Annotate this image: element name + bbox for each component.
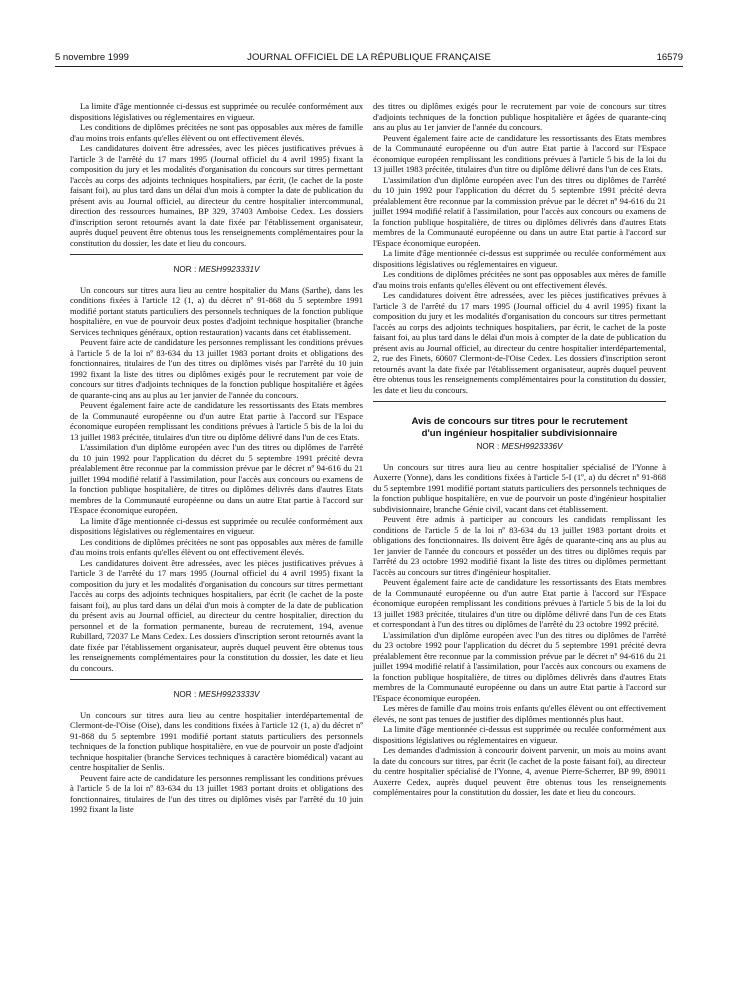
paragraph: L'assimilation d'un diplôme européen avec l'un des titres ou diplômes de l'arrêté du 10 juin 1992 pour l'application du décret du 5 septembre 1991 précité devra préalablement être reconnue par la commission prévue par le décret nº 94-616 du 21 juillet 1994 modifié relatif à l'assimilation, pour l'accès aux concours ou examens de la fonction publique hospitalière, de titres ou diplômes délivrés dans d'autres Etats membres de la Communauté européenne ou dans un autre Etat partie à l'accord sur l'Espace économique européen. [373,174,666,248]
paragraph: La limite d'âge mentionnée ci-dessus est supprimée ou reculée conformément aux dispositions législatives ou réglementaires en vigueur. [70,101,363,122]
paragraph: Peuvent faire acte de candidature les personnes remplissant les conditions prévues à l'article 5 de la loi nº 83-634 du 13 juillet 1983 portant droits et obligations des fonctionnaires, titulaires de l'un des titres ou diplômes visés par l'arrêté du 10 juin 1992 fixant la liste des titres ou diplômes exigés pour le recrutement par voie de concours sur titres d'adjoints techniques de la fonction publique hospitalière et âgées de quarante-cinq ans au plus au 1er janvier de l'année du concours. [70,337,363,400]
separator [70,679,363,680]
paragraph: Peuvent être admis à participer au concours les candidats remplissant les conditions de l'article 5 de la loi nº 83-634 du 13 juillet 1983 portant droits et obligations des fonctionnaires. Ils doivent être âgés de quarante-cinq ans au plus au 1er janvier de l'année du concours et posséder un des titres ou diplômes requis par l'arrêté du 23 octobre 1992 modifié fixant la liste des titres ou diplômes permettant l'accès au concours sur titres d'ingénieur hospitalier. [373,514,666,577]
nor-label: NOR : [173,690,197,699]
right-column [373,101,666,798]
separator [70,254,363,255]
left-block-3 [70,710,363,815]
left-block-1 [70,101,363,248]
paragraph: Les conditions de diplômes précitées ne sont pas opposables aux mères de famille d'au moins trois enfants qu'elles élèvent ou ont effectivement élevés. [70,536,363,557]
right-block-2 [373,462,666,798]
header-page-number: 16579 [656,52,683,63]
paragraph: Les mères de famille d'au moins trois enfants qu'elles élèvent ou ont effectivement élevés, ne sont pas tenues de justifier des diplômes mentionnés plus haut. [373,703,666,724]
paragraph: Peuvent également faire acte de candidature les ressortissants des Etats membres de la Communauté européenne ou d'un autre Etat partie à l'accord sur l'Espace économique européen remplissant les conditions prévues à l'article 5 bis de la loi du 13 juillet 1983 précitée, titulaires d'un titre ou diplôme délivré dans l'un de ces Etats. [70,400,363,442]
section-title-line: Avis de concours sur titres pour le recrutement [411,416,628,427]
paragraph: Peuvent également faire acte de candidature les ressortissants des Etats membres de la Communauté européenne ou d'un autre Etat partie à l'accord sur l'Espace économique européen remplissant les conditions prévues à l'article 5 bis de la loi du 13 juillet 1983 précitée, titulaires d'un titre ou diplôme délivré dans l'un de ces Etats. [373,132,666,174]
paragraph: Peuvent faire acte de candidature les personnes remplissant les conditions prévues à l'article 5 de la loi nº 83-634 du 13 juillet 1983 portant droits et obligations des fonctionnaires, titulaires de l'un des titres ou diplômes visés par l'arrêté du 10 juin 1992 fixant la liste [70,772,363,814]
section-title [373,416,666,439]
nor-label: NOR : [476,442,500,451]
paragraph: La limite d'âge mentionnée ci-dessus est supprimée ou reculée conformément aux dispositions législatives ou réglementaires en vigueur. [70,515,363,536]
paragraph: Les candidatures doivent être adressées, avec les pièces justificatives prévues à l'article 3 de l'arrêté du 17 mars 1995 (Journal officiel du 4 avril 1995) fixant la composition du jury et les modalités d'organisation du concours sur titres permettant l'accès au corps des adjoints techniques hospitaliers, par écrit (le cachet de la poste faisant foi), au plus tard dans un délai d'un mois à compter de la date de publication du présent avis au Journal officiel, au directeur du centre hospitalier, direction du personnel et de la formation permanente, bureau de recrutement, 194, avenue Rubillard, 72037 Le Mans Cedex. Les dossiers d'inscription seront retournés avant la date fixée par l'établissement organisateur, auprès duquel peuvent être obtenus tous les renseignements complémentaires pour la constitution du dossier, les date et lieu du concours. [70,557,363,673]
section-title-line: d'un ingénieur hospitalier subdivisionnaire [421,427,618,439]
paragraph: Un concours sur titres aura lieu au centre hospitalier interdépartemental de Clermont-de-l'Oise (Oise), dans les conditions fixées à l'article 12 (1, a) du décret nº 91-868 du 5 septembre 1991 modifié portant statuts particuliers des personnels techniques de la fonction publique hospitalière, en vue de pourvoir un poste d'adjoint technique hospitalier (branche Services techniques à caractère biomédical) vacant au centre hospitalier de Senlis. [70,709,363,772]
paragraph: Les conditions de diplômes précitées ne sont pas opposables aux mères de famille d'au moins trois enfants qu'elles élèvent ou ont effectivement élevés. [373,269,666,290]
paragraph: Un concours sur titres aura lieu au centre hospitalier du Mans (Sarthe), dans les conditions fixées à l'article 12 (1, a) du décret nº 91-868 du 5 septembre 1991 modifié portant statuts particuliers des personnels techniques de la fonction publique hospitalière, en vue de pourvoir deux postes d'adjoint technique hospitalier (branche Services techniques généraux, option restauration) vacants dans cet établissement. [70,284,363,337]
left-block-2 [70,285,363,674]
paragraph: Les demandes d'admission à concourir doivent parvenir, un mois au moins avant la date du concours sur titres, par écrit (le cachet de la poste faisant foi), au directeur du centre hospitalier spécialisé de l'Yonne, 4, avenue Pierre-Scherrer, BP 99, 89011 Auxerre Cedex, auprès duquel peuvent être obtenus tous les renseignements complémentaires pour la constitution du dossier, les date et lieu du concours. [373,745,666,797]
paragraph: des titres ou diplômes exigés pour le recrutement par voie de concours sur titres d'adjoints techniques de la fonction publique hospitalière et âgées de quarante-cinq ans au plus au 1er janvier de l'année du concours. [373,101,666,132]
nor-reference [373,442,666,453]
nor-number: MESH9923331V [198,265,260,274]
paragraph: Les candidatures doivent être adressées, avec les pièces justificatives prévues à l'article 3 de l'arrêté du 17 mars 1995 (Journal officiel du 4 avril 1995) fixant la composition du jury et les modalités d'organisation du concours sur titres permettant l'accès au corps des adjoints techniques hospitaliers, par écrit, le cachet de la poste faisant foi, au plus tard dans le délai d'un mois à compter de la date de publication du présent avis au Journal officiel, au directeur du centre hospitalier interdépartemental, 2, rue des Finets, 60607 Clermont-de-l'Oise Cedex. Les dossiers d'inscription seront retournés avant la date fixée par l'établissement organisateur, auprès duquel peuvent être obtenus tous les renseignements complémentaires pour la constitution du dossier, les date et lieu du concours. [373,290,666,395]
nor-reference [70,690,363,701]
header-date: 5 novembre 1999 [55,52,129,63]
nor-label: NOR : [173,265,197,274]
separator [373,401,666,402]
paragraph: La limite d'âge mentionnée ci-dessus est supprimée ou reculée conformément aux dispositions législatives ou réglementaires en vigueur. [373,248,666,269]
right-block-1 [373,101,666,395]
nor-reference [70,265,363,276]
page-header [55,50,683,66]
nor-number: MESH9923336V [501,442,563,451]
paragraph: L'assimilation d'un diplôme européen avec l'un des titres ou diplômes de l'arrêté du 10 juin 1992 pour l'application du décret du 5 septembre 1991 précité devra préalablement être reconnue par la commission prévue par le décret nº 94-616 du 21 juillet 1994 modifié relatif à l'assimilation, pour l'accès aux concours ou examens de la fonction publique hospitalière, de titres ou diplômes délivrés dans d'autres Etats membres de la Communauté européenne ou dans un autre Etat partie à l'accord sur l'Espace économique européen. [70,442,363,515]
left-column [70,101,363,815]
nor-number: MESH9923333V [198,690,260,699]
paragraph: L'assimilation d'un diplôme européen avec l'un des titres ou diplômes de l'arrêté du 23 octobre 1992 pour l'application du décret du 5 septembre 1991 précité devra préalablement être reconnue par la commission prévue par le décret nº 94-616 du 21 juillet 1994 modifié relatif à l'assimilation, pour l'accès aux concours ou examens de la fonction publique hospitalière, de titres ou diplômes délivrés dans d'autres Etats membres de la Communauté européenne ou dans un autre Etat partie à l'accord sur l'Espace économique européen. [373,629,666,703]
header-rule [55,66,683,67]
header-journal-title: JOURNAL OFFICIEL DE LA RÉPUBLIQUE FRANÇAISE [247,52,491,63]
paragraph: La limite d'âge mentionnée ci-dessus est supprimée ou reculée conformément aux dispositions législatives ou réglementaires en vigueur. [373,724,666,745]
paragraph: Un concours sur titres aura lieu au centre hospitalier spécialisé de l'Yonne à Auxerre (Yonne), dans les conditions fixées à l'article 5-I (1º, a) du décret nº 91-868 du 5 septembre 1991 modifié portant statuts particuliers des personnels techniques de la fonction publique hospitalière, en vue de pourvoir un poste d'ingénieur hospitalier subdivisionnaire, branche Génie civil, vacant dans cet établissement. [373,461,666,514]
paragraph: Les conditions de diplômes précitées ne sont pas opposables aux mères de famille d'au moins trois enfants qu'elles élèvent ou ont effectivement élevés. [70,122,363,143]
paragraph: Peuvent également faire acte de candidature les ressortissants des Etats membres de la Communauté européenne ou d'un autre Etat partie à l'accord sur l'Espace économique européen remplissant les conditions prévues à l'article 5 bis de la loi du 13 juillet 1983 précitée, titulaires d'un titre ou diplôme délivré dans l'un de ces Etats et correspondant à l'un des titres ou diplômes de l'arrêté du 23 octobre 1992 précité. [373,577,666,629]
paragraph: Les candidatures doivent être adressées, avec les pièces justificatives prévues à l'article 3 de l'arrêté du 17 mars 1995 (Journal officiel du 4 avril 1995) fixant la composition du jury et les modalités d'organisation du concours sur titres permettant l'accès au corps des adjoints techniques hospitaliers, par écrit, (le cachet de la poste faisant foi), au plus tard dans un délai d'un mois à compter la date de publication du présent avis au Journal officiel, au directeur du centre hospitalier intercommunal, direction des ressources humaines, BP 329, 37403 Amboise Cedex. Les dossiers d'inscription seront retournés avant la date fixée par l'établissement organisateur, auprès duquel peuvent être obtenus tous les renseignements complémentaires pour la constitution du dossier, les date et lieu du concours. [70,143,363,248]
